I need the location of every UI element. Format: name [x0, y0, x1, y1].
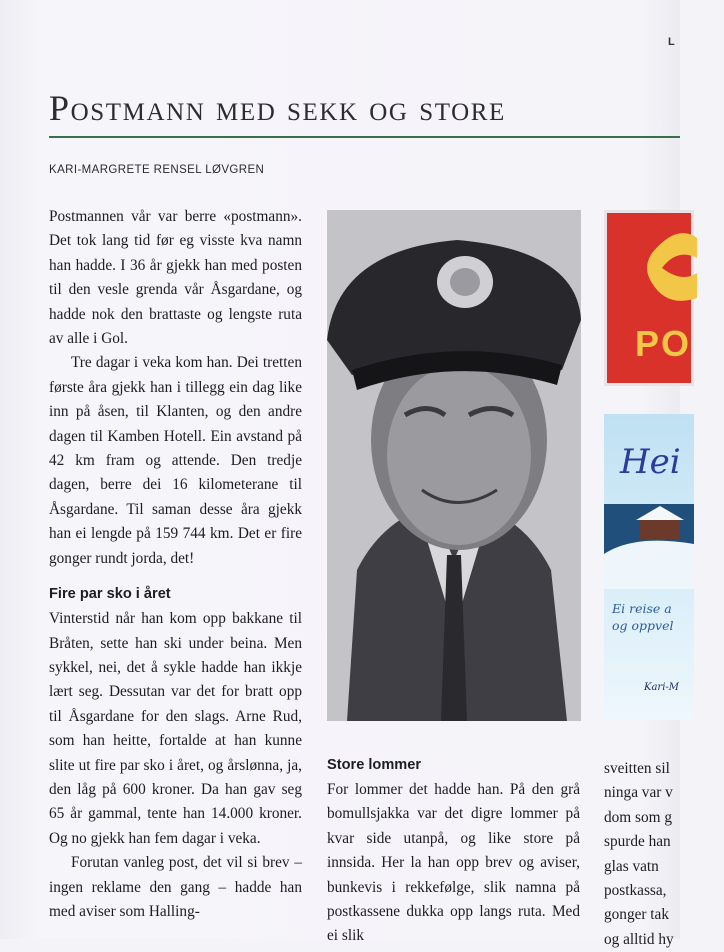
line: og alltid hy [604, 930, 674, 948]
line: gonger tak [604, 906, 669, 924]
paragraph: Tre dagar i veka kom han. Dei tretten første åra gjekk han i tillegg ein dag like inn på åsen, til Klanten, og den andre dagen til Kamben Hotell. Ein avstand på 42 km fram og attende. Den tredje dagen, berre dei 16 kilometerane til Åsgardane. Til saman desse åra gjekk han ei lengde på 159 744 km. Det er fire gonger rundt jorda, det! [49, 354, 302, 567]
paragraph: Postmannen vår var berre «postmann». Det tok lang tid før eg visste kva namn han hadde. I 36 år gjekk han med posten til den vesle grenda vår Åsgardane, og hadde nok den brattaste og lengste ruta av alle i Gol. [49, 208, 302, 348]
paragraph: Vinterstid når han kom opp bakkane til Bråten, sette han ski under beina. Men sykkel, nei, det å sykle hadde han ikkje lært seg. Dessutan var det for bratt opp til Åsgardane for den slags. Arne Rud, som han heitte, fortalde at han kunne slite ut fire par sko i året, og årslønna, ja, den låg på 600 kroner. Da han gav seg 65 år gammal, tente han 14.000 kroner. Og no gjekk han fem dagar i veka. [49, 610, 302, 847]
book-title: Hei [620, 442, 681, 482]
book-subtitle: Ei reise a og oppvel [612, 601, 674, 633]
column-2 [327, 752, 580, 949]
stamp-text: PO [635, 323, 692, 364]
column-1 [49, 205, 302, 924]
subheading: Fire par sko i året [49, 586, 171, 603]
book-cover-image [604, 414, 694, 720]
winter-landscape-illustration [604, 414, 694, 720]
paragraph: Forutan vanleg post, det vil si brev – ingen reklame den gang – hadde han med aviser som Halling- [49, 854, 302, 920]
post-logo-image [604, 210, 694, 386]
postman-portrait-illustration [327, 210, 581, 721]
paragraph: For lommer det hadde han. På den grå bomullsjakka var det digre lommer på kvar side utanpå, og like store på innsida. Her la han opp brev og aviser, bunkevis i rekkefølge, slik namna på postkassene dukka opp langs ruta. Med ei slik [327, 781, 580, 945]
article-title: Postmann med sekk og store [49, 88, 506, 128]
line: dom som g [604, 808, 672, 826]
line: ninga var v [604, 784, 673, 802]
running-head: L [668, 36, 676, 48]
line: postkassa, [604, 882, 667, 900]
subheading: Store lommer [327, 757, 422, 773]
book-author: Kari-M [644, 682, 680, 693]
title-rule [49, 136, 680, 138]
line: glas vatn [604, 857, 659, 875]
line: sveitten sil [604, 760, 670, 777]
postman-photo [327, 210, 581, 721]
line: spurde han [604, 833, 671, 851]
column-3 [604, 757, 724, 952]
byline: KARI-MARGRETE RENSEL LØVGREN [49, 164, 265, 176]
